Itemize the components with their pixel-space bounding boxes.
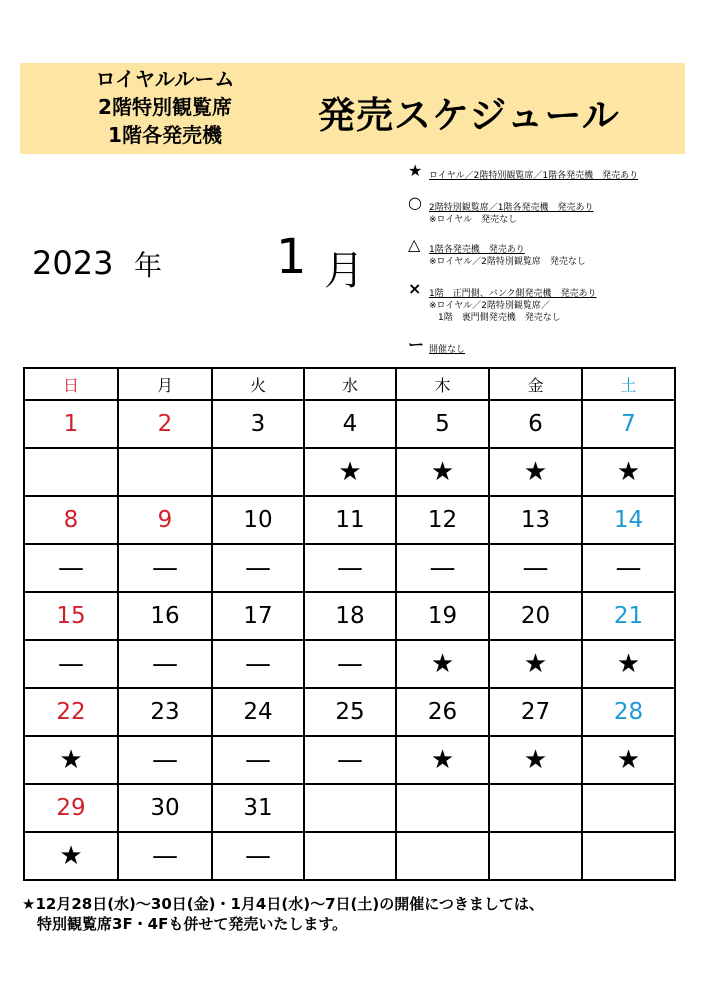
date-cell: 29: [24, 784, 118, 832]
date-cell: 1: [24, 400, 118, 448]
status-row: [24, 544, 675, 592]
legend-description: 2階特別観覧席／1階各発売機 発売あり: [429, 203, 594, 213]
date-cell: 22: [24, 688, 118, 736]
date-cell: 13: [489, 496, 582, 544]
date-cell: 12: [396, 496, 489, 544]
weekday-header: 月: [118, 368, 212, 400]
date-cell: 25: [304, 688, 396, 736]
date-cell: 28: [582, 688, 675, 736]
date-cell: 2: [118, 400, 212, 448]
date-cell: 30: [118, 784, 212, 832]
date-cell: 7: [582, 400, 675, 448]
dash-icon: —: [118, 832, 212, 880]
star-icon: ★: [489, 448, 582, 496]
calendar-grid: [23, 367, 676, 881]
status-row: [24, 736, 675, 784]
dash-icon: —: [118, 544, 212, 592]
status-row: [24, 640, 675, 688]
date-cell: 19: [396, 592, 489, 640]
dash-icon: —: [304, 640, 396, 688]
date-cell: 23: [118, 688, 212, 736]
status-cell: [118, 448, 212, 496]
calendar-body: [24, 400, 675, 880]
legend-description: 開催なし: [429, 345, 466, 355]
star-icon: ★: [396, 736, 489, 784]
dash-icon: —: [212, 544, 304, 592]
date-cell: 31: [212, 784, 304, 832]
status-cell: [396, 832, 489, 880]
status-cell: [212, 448, 304, 496]
dash-icon: —: [24, 544, 118, 592]
dash-icon: —: [118, 640, 212, 688]
weekday-header: 木: [396, 368, 489, 400]
date-cell: [582, 784, 675, 832]
status-cell: [24, 448, 118, 496]
star-icon: ★: [582, 736, 675, 784]
year-value: 2023: [32, 244, 114, 282]
date-cell: 24: [212, 688, 304, 736]
legend-note: 1階 裏門側発売機 発売なし: [429, 313, 561, 323]
header-banner: [20, 63, 685, 154]
legend-description: 1階各発売機 発売あり: [429, 245, 525, 255]
star-icon: ★: [24, 832, 118, 880]
date-cell: 26: [396, 688, 489, 736]
status-row: [24, 448, 675, 496]
year-label: 年: [134, 249, 163, 282]
date-cell: 20: [489, 592, 582, 640]
legend-description: ロイヤル／2階特別観覧席／1階各発売機 発売あり: [429, 171, 639, 181]
legend-text: [429, 288, 597, 324]
dash-icon: —: [212, 736, 304, 784]
star-icon: ★: [489, 640, 582, 688]
date-cell: 27: [489, 688, 582, 736]
legend-text: [429, 344, 465, 356]
date-cell: [489, 784, 582, 832]
dash-icon: —: [304, 544, 396, 592]
triangle-icon: △: [408, 235, 421, 254]
cross-icon: ×: [408, 279, 422, 298]
legend-text: [429, 244, 586, 268]
weekday-header: 日: [24, 368, 118, 400]
date-cell: 6: [489, 400, 582, 448]
weekday-header: 火: [212, 368, 304, 400]
star-icon: ★: [304, 448, 396, 496]
date-cell: 11: [304, 496, 396, 544]
date-cell: 14: [582, 496, 675, 544]
star-icon: ★: [489, 736, 582, 784]
status-cell: [304, 832, 396, 880]
star-icon: ★: [408, 161, 423, 180]
date-cell: 17: [212, 592, 304, 640]
legend-text: [429, 170, 638, 182]
date-cell: 16: [118, 592, 212, 640]
date-cell: 21: [582, 592, 675, 640]
dash-icon: —: [489, 544, 582, 592]
date-cell: 9: [118, 496, 212, 544]
footnote-line: ★12月28日(水)～30日(金)・1月4日(水)～7日(土)の開催につきましては、: [22, 895, 544, 913]
venue-line: ロイヤルルーム: [95, 67, 235, 91]
venue-line: 2階特別観覧席: [98, 95, 232, 119]
dash-icon: —: [304, 736, 396, 784]
weekday-header: 土: [582, 368, 675, 400]
date-cell: 18: [304, 592, 396, 640]
weekday-header: 金: [489, 368, 582, 400]
date-row: [24, 592, 675, 640]
date-cell: [304, 784, 396, 832]
date-row: [24, 688, 675, 736]
month-label: 月: [324, 248, 364, 294]
date-cell: 5: [396, 400, 489, 448]
legend-note: ※ロイヤル／2階特別観覧席／: [429, 301, 550, 311]
date-cell: [396, 784, 489, 832]
legend-note: ※ロイヤル 発売なし: [429, 215, 518, 225]
star-icon: ★: [396, 448, 489, 496]
date-cell: 15: [24, 592, 118, 640]
footnote-line: 特別観覧席3F・4Fも併せて発売いたします。: [22, 915, 348, 933]
dash-icon: —: [24, 640, 118, 688]
star-icon: ★: [582, 448, 675, 496]
weekday-header: 水: [304, 368, 396, 400]
status-cell: [582, 832, 675, 880]
dash-icon: —: [212, 640, 304, 688]
star-icon: ★: [24, 736, 118, 784]
date-row: [24, 400, 675, 448]
dash-icon: —: [118, 736, 212, 784]
date-row: [24, 784, 675, 832]
month-value: 1: [276, 229, 307, 285]
venue-line: 1階各発売機: [108, 123, 222, 147]
page-title: 発売スケジュール: [318, 94, 620, 137]
legend-description: 1階 正門側、バンク側発売機 発売あり: [429, 289, 597, 299]
venue-list: [20, 65, 310, 149]
date-row: [24, 496, 675, 544]
footnote: [22, 894, 544, 934]
dash-icon: ー: [408, 335, 425, 354]
date-cell: 4: [304, 400, 396, 448]
star-icon: ★: [582, 640, 675, 688]
star-icon: ★: [396, 640, 489, 688]
dash-icon: —: [582, 544, 675, 592]
weekday-header-row: [24, 368, 675, 400]
date-cell: 3: [212, 400, 304, 448]
date-cell: 10: [212, 496, 304, 544]
dash-icon: —: [396, 544, 489, 592]
date-cell: 8: [24, 496, 118, 544]
legend-note: ※ロイヤル／2階特別観覧席 発売なし: [429, 257, 586, 267]
status-row: [24, 832, 675, 880]
dash-icon: —: [212, 832, 304, 880]
status-cell: [489, 832, 582, 880]
legend-text: [429, 202, 593, 226]
circle-icon: ○: [408, 193, 422, 212]
